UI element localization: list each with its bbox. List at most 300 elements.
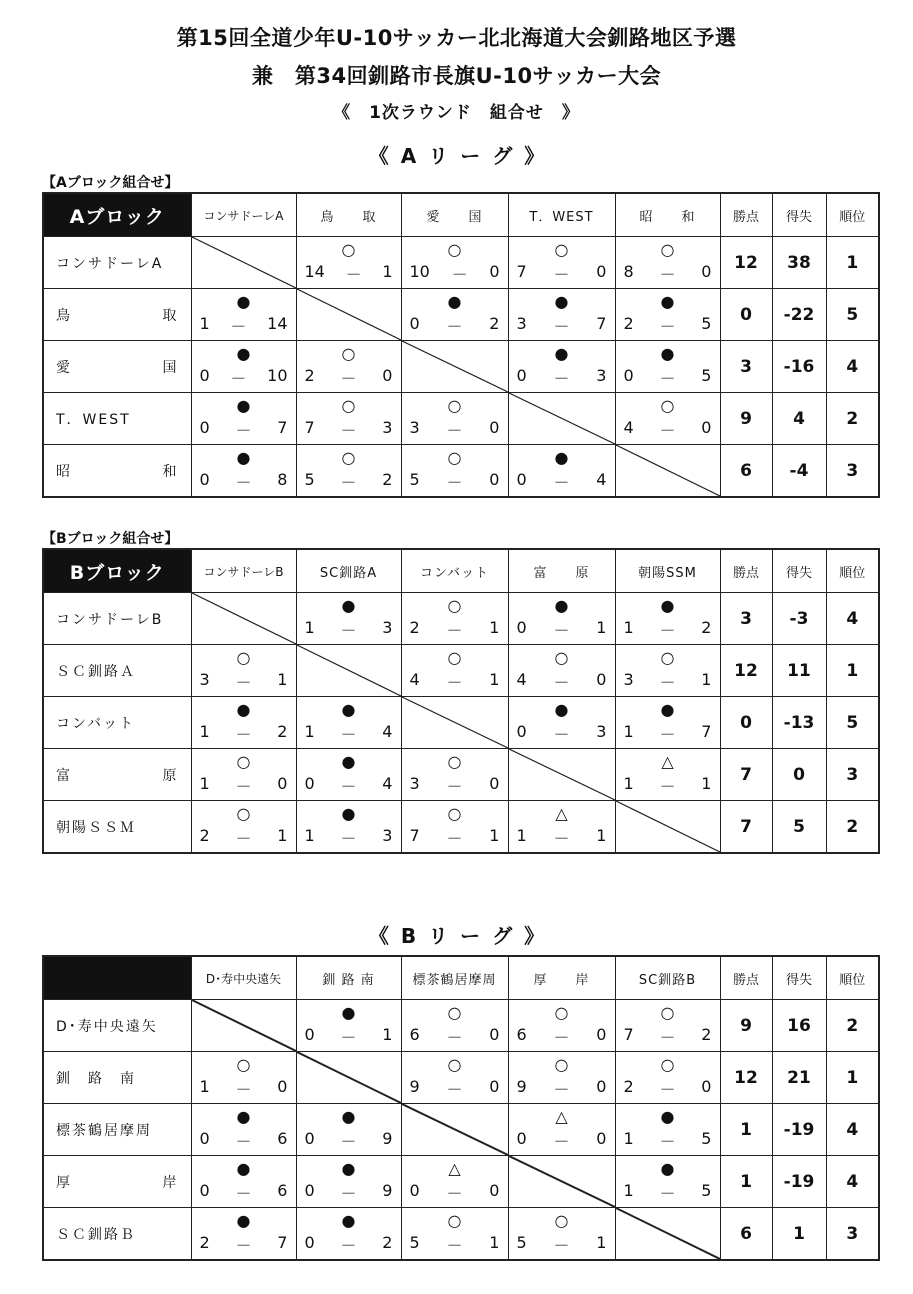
win-mark-icon: ○ bbox=[447, 648, 462, 667]
score-dash: － bbox=[659, 1184, 676, 1203]
match-result-cell bbox=[615, 1156, 720, 1208]
rank-value: 4 bbox=[826, 593, 879, 645]
score-value: 0 bbox=[199, 366, 210, 385]
match-result-cell bbox=[401, 749, 508, 801]
table-row bbox=[43, 393, 879, 445]
score-value: 3 bbox=[382, 618, 393, 637]
block-name-header: Bブロック bbox=[43, 549, 191, 593]
score-dash: － bbox=[235, 1236, 252, 1255]
team-row-name: ＳＣ釧路Ｂ bbox=[43, 1208, 191, 1261]
win-mark-icon: ○ bbox=[236, 752, 251, 771]
rank-value: 4 bbox=[826, 341, 879, 393]
team-column-header: 愛 国 bbox=[401, 193, 508, 237]
match-result-cell bbox=[401, 445, 508, 498]
team-column-header: SC釧路B bbox=[615, 956, 720, 1000]
match-result-cell bbox=[615, 393, 720, 445]
league-heading-char: リ bbox=[428, 924, 449, 948]
match-result-cell bbox=[296, 445, 401, 498]
table-row bbox=[43, 801, 879, 854]
score-value: 1 bbox=[382, 1025, 393, 1044]
score-dash: － bbox=[659, 725, 676, 744]
loss-mark-icon: ● bbox=[236, 344, 251, 363]
score-value: 1 bbox=[489, 826, 500, 845]
match-result-cell bbox=[191, 341, 296, 393]
score-value: 0 bbox=[199, 418, 210, 437]
score-value: 1 bbox=[623, 618, 634, 637]
score-value: 0 bbox=[199, 1181, 210, 1200]
win-mark-icon: ○ bbox=[447, 1003, 462, 1022]
match-result-cell bbox=[401, 1000, 508, 1052]
loss-mark-icon: ● bbox=[660, 1107, 675, 1126]
score-value: 7 bbox=[701, 722, 712, 741]
score-dash: － bbox=[659, 369, 676, 388]
score-value: 3 bbox=[199, 670, 210, 689]
loss-mark-icon: ● bbox=[236, 1211, 251, 1230]
rank-value: 2 bbox=[826, 393, 879, 445]
loss-mark-icon: ● bbox=[236, 1159, 251, 1178]
score-value: 2 bbox=[382, 470, 393, 489]
table-row bbox=[43, 1052, 879, 1104]
stat-column-header: 得失 bbox=[772, 193, 826, 237]
league-heading-char: 《 bbox=[368, 144, 389, 168]
score-dash: － bbox=[446, 1236, 463, 1255]
goal-diff-value: 21 bbox=[772, 1052, 826, 1104]
score-value: 1 bbox=[701, 774, 712, 793]
block-a-label: 【Aブロック組合せ】 bbox=[42, 175, 179, 191]
score-value: 5 bbox=[701, 1181, 712, 1200]
match-result-cell bbox=[191, 393, 296, 445]
score-value: 2 bbox=[277, 722, 288, 741]
stat-column-header: 得失 bbox=[772, 549, 826, 593]
win-mark-icon: ○ bbox=[447, 752, 462, 771]
table-row bbox=[43, 645, 879, 697]
score-value: 1 bbox=[516, 826, 527, 845]
score-value: 3 bbox=[409, 418, 420, 437]
score-value: 2 bbox=[701, 1025, 712, 1044]
points-value: 0 bbox=[720, 697, 772, 749]
win-mark-icon: ○ bbox=[447, 1211, 462, 1230]
score-value: 3 bbox=[382, 826, 393, 845]
match-result-cell bbox=[296, 237, 401, 289]
match-result-cell bbox=[296, 341, 401, 393]
stat-column-header: 勝点 bbox=[720, 549, 772, 593]
match-result-cell bbox=[296, 1104, 401, 1156]
score-value: 1 bbox=[596, 618, 607, 637]
score-value: 0 bbox=[489, 1077, 500, 1096]
win-mark-icon: ○ bbox=[341, 448, 356, 467]
rank-value: 5 bbox=[826, 289, 879, 341]
score-value: 0 bbox=[409, 314, 420, 333]
team-row-name: 釧 路 南 bbox=[43, 1052, 191, 1104]
score-value: 4 bbox=[382, 774, 393, 793]
score-value: 7 bbox=[596, 314, 607, 333]
diagonal-line bbox=[192, 237, 296, 288]
rank-value: 3 bbox=[826, 445, 879, 498]
diagonal-line bbox=[402, 697, 508, 748]
score-value: 8 bbox=[623, 262, 634, 281]
win-mark-icon: ○ bbox=[341, 344, 356, 363]
score-value: 0 bbox=[304, 1025, 315, 1044]
match-result-cell bbox=[615, 237, 720, 289]
score-value: 0 bbox=[701, 262, 712, 281]
score-value: 6 bbox=[516, 1025, 527, 1044]
score-dash: － bbox=[235, 473, 252, 492]
score-dash: － bbox=[340, 621, 357, 640]
win-mark-icon: ○ bbox=[341, 240, 356, 259]
score-value: 6 bbox=[277, 1181, 288, 1200]
block-name-header bbox=[43, 956, 191, 1000]
goal-diff-value: -19 bbox=[772, 1156, 826, 1208]
score-value: 3 bbox=[382, 418, 393, 437]
self-match-cell bbox=[401, 697, 508, 749]
score-dash: － bbox=[446, 621, 463, 640]
rank-value: 4 bbox=[826, 1104, 879, 1156]
self-match-cell bbox=[508, 749, 615, 801]
match-result-cell bbox=[296, 749, 401, 801]
goal-diff-value: -22 bbox=[772, 289, 826, 341]
table-row bbox=[43, 445, 879, 498]
score-dash: － bbox=[340, 1184, 357, 1203]
standings-table bbox=[42, 548, 880, 854]
team-column-header: 鳥 取 bbox=[296, 193, 401, 237]
diagonal-line bbox=[509, 1156, 615, 1207]
team-row-name: 標茶鶴居摩周 bbox=[43, 1104, 191, 1156]
score-value: 2 bbox=[489, 314, 500, 333]
match-result-cell bbox=[401, 393, 508, 445]
win-mark-icon: ○ bbox=[447, 1055, 462, 1074]
score-value: 7 bbox=[277, 1233, 288, 1252]
loss-mark-icon: ● bbox=[341, 1003, 356, 1022]
score-dash: － bbox=[553, 725, 570, 744]
loss-mark-icon: ● bbox=[554, 700, 569, 719]
goal-diff-value: -4 bbox=[772, 445, 826, 498]
score-value: 0 bbox=[516, 618, 527, 637]
rank-value: 2 bbox=[826, 801, 879, 854]
score-dash: － bbox=[230, 369, 247, 388]
score-dash: － bbox=[235, 777, 252, 796]
score-dash: － bbox=[235, 725, 252, 744]
table-row bbox=[43, 289, 879, 341]
match-result-cell bbox=[508, 1104, 615, 1156]
score-dash: － bbox=[340, 1028, 357, 1047]
match-result-cell bbox=[296, 1000, 401, 1052]
league-heading-char: ー bbox=[460, 924, 481, 948]
score-value: 7 bbox=[516, 262, 527, 281]
match-result-cell bbox=[401, 1052, 508, 1104]
score-value: 2 bbox=[623, 314, 634, 333]
score-value: 0 bbox=[516, 366, 527, 385]
rank-value: 4 bbox=[826, 1156, 879, 1208]
team-column-header: 昭 和 bbox=[615, 193, 720, 237]
diagonal-line bbox=[616, 801, 720, 852]
win-mark-icon: ○ bbox=[554, 240, 569, 259]
score-dash: － bbox=[235, 673, 252, 692]
team-row-name: 厚 岸 bbox=[43, 1156, 191, 1208]
score-value: 0 bbox=[516, 722, 527, 741]
score-dash: － bbox=[340, 777, 357, 796]
loss-mark-icon: ● bbox=[554, 292, 569, 311]
table-row bbox=[43, 237, 879, 289]
loss-mark-icon: ● bbox=[236, 292, 251, 311]
match-result-cell bbox=[401, 645, 508, 697]
match-result-cell bbox=[615, 645, 720, 697]
team-column-header: コンサドーレA bbox=[191, 193, 296, 237]
win-mark-icon: ○ bbox=[447, 804, 462, 823]
score-dash: － bbox=[235, 1184, 252, 1203]
score-value: 5 bbox=[701, 314, 712, 333]
team-row-name: コンサドーレA bbox=[43, 237, 191, 289]
diagonal-line bbox=[192, 1000, 296, 1051]
match-result-cell bbox=[508, 801, 615, 854]
league-heading-char: B bbox=[400, 924, 417, 948]
league-heading-char: 《 bbox=[368, 924, 389, 948]
score-dash: － bbox=[553, 829, 570, 848]
goal-diff-value: 16 bbox=[772, 1000, 826, 1052]
score-value: 2 bbox=[623, 1077, 634, 1096]
league-heading-char: 》 bbox=[524, 144, 545, 168]
score-value: 4 bbox=[516, 670, 527, 689]
score-dash: － bbox=[659, 673, 676, 692]
score-value: 4 bbox=[623, 418, 634, 437]
stat-column-header: 順位 bbox=[826, 956, 879, 1000]
win-mark-icon: ○ bbox=[236, 648, 251, 667]
score-value: 1 bbox=[489, 1233, 500, 1252]
win-mark-icon: ○ bbox=[554, 1003, 569, 1022]
rank-value: 1 bbox=[826, 645, 879, 697]
score-value: 2 bbox=[409, 618, 420, 637]
score-dash: － bbox=[446, 1028, 463, 1047]
diagonal-line bbox=[297, 1052, 401, 1103]
match-result-cell bbox=[191, 289, 296, 341]
score-dash: － bbox=[659, 317, 676, 336]
team-column-header: 釧 路 南 bbox=[296, 956, 401, 1000]
score-value: 2 bbox=[199, 826, 210, 845]
match-result-cell bbox=[615, 289, 720, 341]
points-value: 12 bbox=[720, 645, 772, 697]
league-a-heading bbox=[0, 140, 913, 169]
score-value: 0 bbox=[304, 1233, 315, 1252]
score-dash: － bbox=[340, 473, 357, 492]
match-result-cell bbox=[401, 237, 508, 289]
match-result-cell bbox=[508, 1052, 615, 1104]
match-result-cell bbox=[191, 749, 296, 801]
loss-mark-icon: ● bbox=[660, 596, 675, 615]
draw-mark-icon: △ bbox=[448, 1159, 461, 1178]
match-result-cell bbox=[615, 1000, 720, 1052]
score-value: 1 bbox=[304, 618, 315, 637]
table-row bbox=[43, 593, 879, 645]
score-value: 3 bbox=[409, 774, 420, 793]
score-value: 5 bbox=[701, 366, 712, 385]
win-mark-icon: ○ bbox=[447, 596, 462, 615]
score-value: 0 bbox=[277, 774, 288, 793]
score-dash: － bbox=[553, 1132, 570, 1151]
self-match-cell bbox=[401, 1104, 508, 1156]
score-dash: － bbox=[340, 725, 357, 744]
score-value: 0 bbox=[701, 1077, 712, 1096]
team-row-name: 朝陽ＳＳＭ bbox=[43, 801, 191, 854]
score-dash: － bbox=[446, 1184, 463, 1203]
score-value: 1 bbox=[277, 670, 288, 689]
score-value: 1 bbox=[623, 774, 634, 793]
loss-mark-icon: ● bbox=[341, 1107, 356, 1126]
match-result-cell bbox=[296, 697, 401, 749]
diagonal-line bbox=[297, 645, 401, 696]
team-column-header: 厚 岸 bbox=[508, 956, 615, 1000]
block-b-label: 【Bブロック組合せ】 bbox=[42, 531, 179, 547]
score-value: 5 bbox=[304, 470, 315, 489]
league-b-heading bbox=[0, 920, 913, 949]
score-dash: － bbox=[659, 1132, 676, 1151]
score-value: 9 bbox=[409, 1077, 420, 1096]
loss-mark-icon: ● bbox=[341, 804, 356, 823]
score-value: 1 bbox=[596, 1233, 607, 1252]
stat-column-header: 勝点 bbox=[720, 956, 772, 1000]
score-value: 9 bbox=[382, 1129, 393, 1148]
points-value: 9 bbox=[720, 393, 772, 445]
table-row bbox=[43, 749, 879, 801]
score-value: 4 bbox=[382, 722, 393, 741]
team-column-header: T．WEST bbox=[508, 193, 615, 237]
score-value: 0 bbox=[199, 470, 210, 489]
win-mark-icon: ○ bbox=[660, 240, 675, 259]
loss-mark-icon: ● bbox=[236, 396, 251, 415]
score-value: 0 bbox=[596, 1077, 607, 1096]
score-dash: － bbox=[553, 317, 570, 336]
win-mark-icon: ○ bbox=[554, 1211, 569, 1230]
match-result-cell bbox=[191, 1104, 296, 1156]
score-value: 4 bbox=[409, 670, 420, 689]
match-result-cell bbox=[508, 237, 615, 289]
loss-mark-icon: ● bbox=[236, 448, 251, 467]
match-result-cell bbox=[508, 593, 615, 645]
team-row-name: 昭 和 bbox=[43, 445, 191, 498]
table-row bbox=[43, 1208, 879, 1261]
score-value: 0 bbox=[516, 470, 527, 489]
points-value: 1 bbox=[720, 1156, 772, 1208]
score-dash: － bbox=[553, 265, 570, 284]
points-value: 6 bbox=[720, 1208, 772, 1261]
score-dash: － bbox=[659, 265, 676, 284]
match-result-cell bbox=[508, 697, 615, 749]
table-row bbox=[43, 1104, 879, 1156]
self-match-cell bbox=[296, 289, 401, 341]
score-dash: － bbox=[659, 1028, 676, 1047]
score-value: 1 bbox=[489, 618, 500, 637]
score-value: 7 bbox=[304, 418, 315, 437]
score-dash: － bbox=[345, 265, 362, 284]
score-dash: － bbox=[553, 1236, 570, 1255]
score-value: 0 bbox=[277, 1077, 288, 1096]
score-dash: － bbox=[553, 621, 570, 640]
score-value: 14 bbox=[267, 314, 288, 333]
match-result-cell bbox=[191, 697, 296, 749]
score-value: 0 bbox=[596, 670, 607, 689]
team-row-name: 鳥 取 bbox=[43, 289, 191, 341]
team-row-name: コンサドーレB bbox=[43, 593, 191, 645]
score-value: 8 bbox=[277, 470, 288, 489]
points-value: 12 bbox=[720, 237, 772, 289]
win-mark-icon: ○ bbox=[660, 1003, 675, 1022]
score-value: 0 bbox=[489, 774, 500, 793]
score-value: 3 bbox=[596, 722, 607, 741]
win-mark-icon: ○ bbox=[447, 240, 462, 259]
score-value: 0 bbox=[623, 366, 634, 385]
score-dash: － bbox=[553, 1028, 570, 1047]
score-value: 0 bbox=[516, 1129, 527, 1148]
win-mark-icon: ○ bbox=[660, 396, 675, 415]
match-result-cell bbox=[615, 749, 720, 801]
match-result-cell bbox=[401, 1156, 508, 1208]
match-result-cell bbox=[615, 697, 720, 749]
loss-mark-icon: ● bbox=[236, 700, 251, 719]
score-value: 9 bbox=[382, 1181, 393, 1200]
team-row-name: コンバット bbox=[43, 697, 191, 749]
score-value: 1 bbox=[623, 722, 634, 741]
loss-mark-icon: ● bbox=[341, 700, 356, 719]
score-dash: － bbox=[235, 829, 252, 848]
score-value: 6 bbox=[409, 1025, 420, 1044]
team-row-name: T．WEST bbox=[43, 393, 191, 445]
score-value: 0 bbox=[596, 1129, 607, 1148]
match-result-cell bbox=[191, 1052, 296, 1104]
match-result-cell bbox=[508, 1208, 615, 1261]
score-value: 0 bbox=[489, 418, 500, 437]
rank-value: 3 bbox=[826, 1208, 879, 1261]
score-dash: － bbox=[340, 829, 357, 848]
round-title: 《 1次ラウンド 組合せ 》 bbox=[333, 103, 580, 123]
team-column-header: 富 原 bbox=[508, 549, 615, 593]
score-dash: － bbox=[340, 1132, 357, 1151]
match-result-cell bbox=[508, 341, 615, 393]
goal-diff-value: 4 bbox=[772, 393, 826, 445]
score-value: 1 bbox=[623, 1181, 634, 1200]
score-value: 5 bbox=[516, 1233, 527, 1252]
stat-column-header: 順位 bbox=[826, 549, 879, 593]
win-mark-icon: ○ bbox=[341, 396, 356, 415]
score-dash: － bbox=[659, 421, 676, 440]
self-match-cell bbox=[508, 1156, 615, 1208]
points-value: 1 bbox=[720, 1104, 772, 1156]
goal-diff-value: -16 bbox=[772, 341, 826, 393]
score-value: 0 bbox=[596, 262, 607, 281]
loss-mark-icon: ● bbox=[554, 596, 569, 615]
score-dash: － bbox=[446, 421, 463, 440]
match-result-cell bbox=[508, 289, 615, 341]
match-result-cell bbox=[401, 1208, 508, 1261]
draw-mark-icon: △ bbox=[661, 752, 674, 771]
score-value: 2 bbox=[304, 366, 315, 385]
score-dash: － bbox=[446, 1080, 463, 1099]
score-value: 0 bbox=[304, 1129, 315, 1148]
goal-diff-value: 11 bbox=[772, 645, 826, 697]
team-column-header: 朝陽SSM bbox=[615, 549, 720, 593]
goal-diff-value: -3 bbox=[772, 593, 826, 645]
score-value: 1 bbox=[199, 774, 210, 793]
score-dash: － bbox=[230, 317, 247, 336]
score-value: 0 bbox=[489, 470, 500, 489]
league-heading-char: ー bbox=[460, 144, 481, 168]
score-value: 1 bbox=[701, 670, 712, 689]
team-row-name: 富 原 bbox=[43, 749, 191, 801]
rank-value: 1 bbox=[826, 237, 879, 289]
goal-diff-value: 0 bbox=[772, 749, 826, 801]
rank-value: 1 bbox=[826, 1052, 879, 1104]
points-value: 7 bbox=[720, 749, 772, 801]
points-value: 0 bbox=[720, 289, 772, 341]
loss-mark-icon: ● bbox=[660, 344, 675, 363]
win-mark-icon: ○ bbox=[660, 648, 675, 667]
